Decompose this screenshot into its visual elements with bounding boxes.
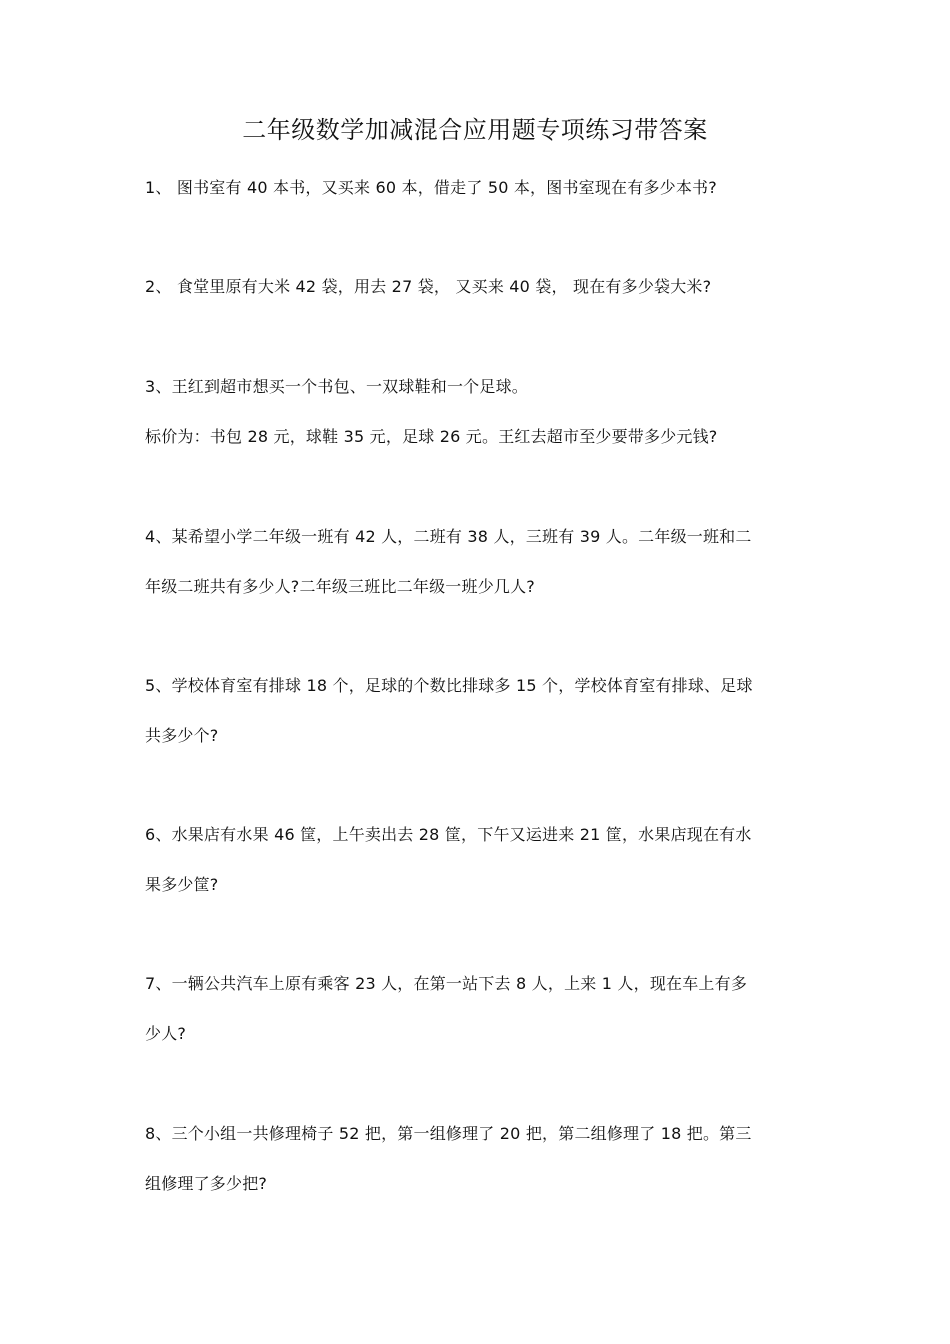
question-6-line-1: 6、水果店有水果 46 筐，上午卖出去 28 筐，下午又运进来 21 筐，水果店现在有水 [145,825,752,844]
question-4-line-1: 4、某希望小学二年级一班有 42 人，二班有 38 人，三班有 39 人。二年级一班和二 [145,527,752,546]
question-5-line-1: 5、学校体育室有排球 18 个，足球的个数比排球多 15 个，学校体育室有排球、足球 [145,676,753,695]
question-7-line-2: 少人? [145,1024,187,1043]
question-3-line-1: 3、王红到超市想买一个书包、一双球鞋和一个足球。 [145,377,528,396]
question-8-line-2: 组修理了多少把? [145,1174,268,1193]
question-1-line-1: 1、 图书室有 40 本书，又买来 60 本，借走了 50 本，图书室现在有多少本书? [145,178,717,197]
question-2-line-1: 2、 食堂里原有大米 42 袋，用去 27 袋， 又买来 40 袋， 现在有多少袋大米? [145,277,712,296]
question-7-line-1: 7、一辆公共汽车上原有乘客 23 人，在第一站下去 8 人，上来 1 人，现在车上有多 [145,974,748,993]
page-title: 二年级数学加减混合应用题专项练习带答案 [242,116,708,144]
question-5-line-2: 共多少个? [145,726,219,745]
question-3-line-2: 标价为：书包 28 元，球鞋 35 元，足球 26 元。王红去超市至少要带多少元钱? [145,427,718,446]
question-8-line-1: 8、三个小组一共修理椅子 52 把，第一组修理了 20 把，第二组修理了 18 把。第三 [145,1124,752,1143]
question-4-line-2: 年级二班共有多少人?二年级三班比二年级一班少几人? [145,577,535,596]
question-6-line-2: 果多少筐? [145,875,219,894]
